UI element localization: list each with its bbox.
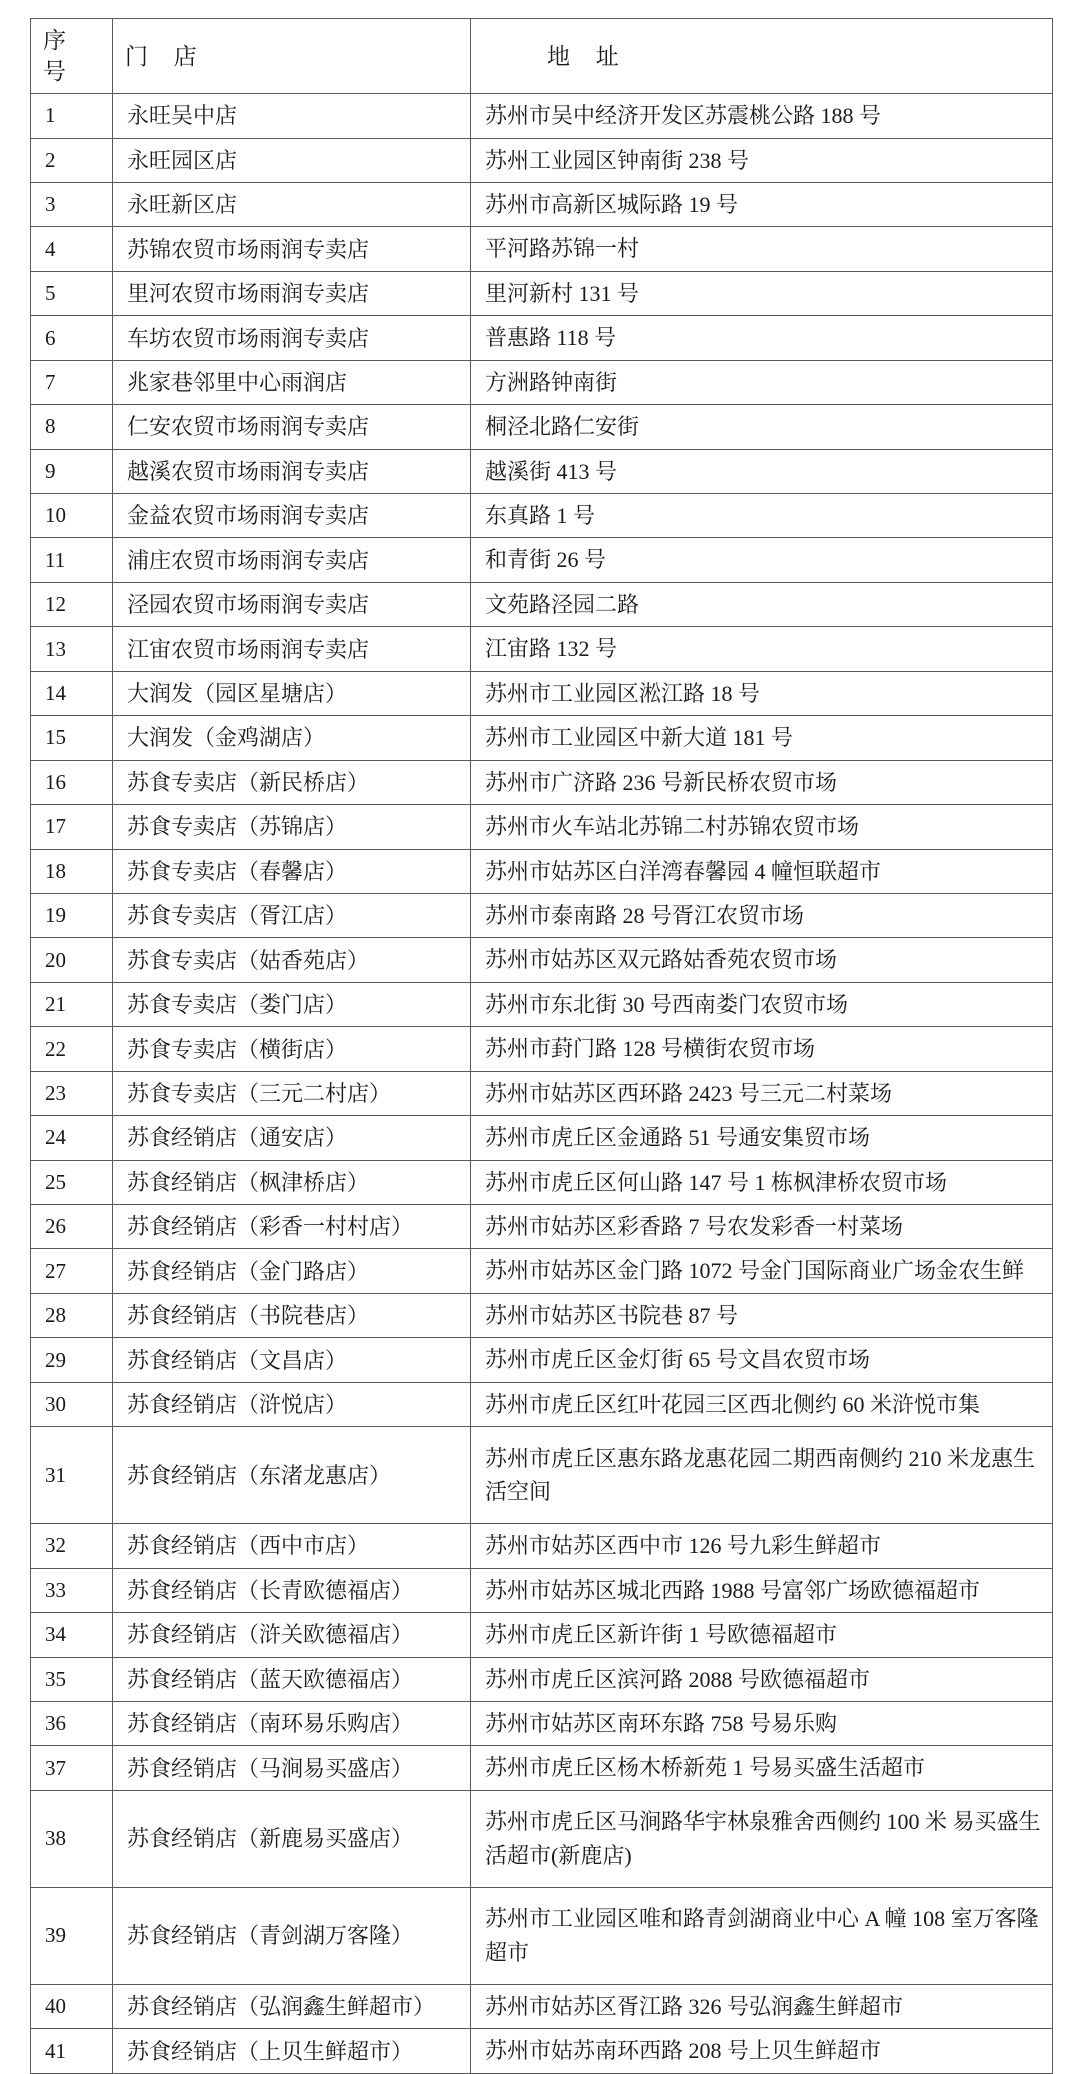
cell-store-name: 苏食经销店（枫津桥店） [113, 1160, 471, 1204]
cell-index: 22 [31, 1027, 113, 1071]
column-header-address [471, 19, 1053, 94]
cell-address-text: 苏州市工业园区淞江路 18 号 [485, 680, 761, 706]
table-row [31, 805, 1053, 849]
cell-index: 29 [31, 1338, 113, 1382]
table-row [31, 405, 1053, 449]
cell-address [471, 1116, 1053, 1160]
cell-index: 4 [31, 227, 113, 271]
column-header-index [31, 19, 113, 94]
cell-address [471, 1160, 1053, 1204]
cell-store-name: 泾园农贸市场雨润专卖店 [113, 582, 471, 626]
cell-index: 20 [31, 938, 113, 982]
cell-address [471, 1524, 1053, 1568]
cell-index: 2 [31, 138, 113, 182]
cell-address-text: 文苑路泾园二路 [485, 591, 640, 617]
cell-index: 31 [31, 1427, 113, 1524]
cell-store-name: 苏食专卖店（胥江店） [113, 893, 471, 937]
cell-index: 1 [31, 94, 113, 138]
cell-address [471, 1427, 1053, 1524]
table-row [31, 227, 1053, 271]
cell-index: 30 [31, 1382, 113, 1426]
cell-address [471, 1746, 1053, 1790]
cell-address-text: 苏州市姑苏南环西路 208 号上贝生鲜超市 [485, 2038, 882, 2064]
cell-address [471, 405, 1053, 449]
cell-store-name: 苏食经销店（东渚龙惠店） [113, 1427, 471, 1524]
cell-index: 33 [31, 1568, 113, 1612]
cell-address [471, 538, 1053, 582]
table-body [31, 94, 1053, 2074]
cell-store-name: 苏食经销店（青剑湖万客隆） [113, 1887, 471, 1984]
cell-store-name: 永旺园区店 [113, 138, 471, 182]
cell-address [471, 1613, 1053, 1657]
cell-index: 17 [31, 805, 113, 849]
cell-index: 12 [31, 582, 113, 626]
cell-address [471, 494, 1053, 538]
cell-address-text: 苏州市工业园区中新大道 181 号 [485, 725, 794, 751]
cell-store-name: 苏食经销店（蓝天欧德福店） [113, 1657, 471, 1701]
cell-index: 10 [31, 494, 113, 538]
cell-address-text: 苏州市广济路 236 号新民桥农贸市场 [485, 769, 838, 795]
cell-address [471, 1887, 1053, 1984]
cell-address [471, 94, 1053, 138]
table-row [31, 1249, 1053, 1293]
cell-index: 16 [31, 760, 113, 804]
cell-store-name: 苏食经销店（书院巷店） [113, 1293, 471, 1337]
cell-index: 3 [31, 182, 113, 226]
cell-address-text: 苏州市高新区城际路 19 号 [485, 191, 739, 217]
cell-address [471, 449, 1053, 493]
cell-store-name: 苏食经销店（通安店） [113, 1116, 471, 1160]
cell-store-name: 苏食经销店（金门路店） [113, 1249, 471, 1293]
cell-index: 5 [31, 271, 113, 315]
cell-store-name: 兆家巷邻里中心雨润店 [113, 360, 471, 404]
cell-address-text: 苏州市姑苏区南环东路 758 号易乐购 [485, 1710, 838, 1736]
cell-store-name: 苏食经销店（弘润鑫生鲜超市） [113, 1984, 471, 2028]
table-row [31, 627, 1053, 671]
cell-store-name: 苏食专卖店（姑香苑店） [113, 938, 471, 982]
cell-address [471, 1293, 1053, 1337]
cell-address-text: 桐泾北路仁安街 [485, 414, 640, 440]
cell-address [471, 938, 1053, 982]
cell-index: 11 [31, 538, 113, 582]
cell-store-name: 苏食专卖店（新民桥店） [113, 760, 471, 804]
cell-store-name: 苏食专卖店（横街店） [113, 1027, 471, 1071]
cell-address-text: 苏州市虎丘区新许街 1 号欧德福超市 [485, 1622, 838, 1648]
cell-index: 36 [31, 1701, 113, 1745]
cell-address [471, 227, 1053, 271]
table-row [31, 1293, 1053, 1337]
table-row [31, 1027, 1053, 1071]
cell-index: 6 [31, 316, 113, 360]
table-row [31, 1338, 1053, 1382]
cell-address-text: 苏州市姑苏区城北西路 1988 号富邻广场欧德福超市 [485, 1577, 981, 1603]
cell-store-name: 苏锦农贸市场雨润专卖店 [113, 227, 471, 271]
table-row [31, 271, 1053, 315]
table-row [31, 1427, 1053, 1524]
cell-index: 37 [31, 1746, 113, 1790]
table-row [31, 938, 1053, 982]
cell-index: 19 [31, 893, 113, 937]
cell-address [471, 671, 1053, 715]
table-row [31, 1657, 1053, 1701]
table-row [31, 1205, 1053, 1249]
cell-store-name: 苏食经销店（浒关欧德福店） [113, 1613, 471, 1657]
cell-index: 9 [31, 449, 113, 493]
cell-address-text: 苏州市东北街 30 号西南娄门农贸市场 [485, 991, 849, 1017]
cell-store-name: 永旺吴中店 [113, 94, 471, 138]
cell-address-text: 苏州市姑苏区书院巷 87 号 [485, 1302, 739, 1328]
cell-address [471, 316, 1053, 360]
cell-address [471, 582, 1053, 626]
cell-address-text: 苏州市姑苏区彩香路 7 号农发彩香一村菜场 [485, 1214, 904, 1240]
cell-address-text: 苏州工业园区钟南街 238 号 [485, 147, 750, 173]
table-row [31, 582, 1053, 626]
cell-address [471, 982, 1053, 1026]
cell-address-text: 里河新村 131 号 [485, 280, 640, 306]
table-header [31, 19, 1053, 94]
cell-store-name: 苏食专卖店（春馨店） [113, 849, 471, 893]
cell-index: 14 [31, 671, 113, 715]
cell-address-text: 苏州市虎丘区金通路 51 号通安集贸市场 [485, 1125, 871, 1151]
cell-address [471, 138, 1053, 182]
cell-address-text: 苏州市吴中经济开发区苏震桃公路 188 号 [485, 103, 882, 129]
table-row [31, 138, 1053, 182]
table-row [31, 494, 1053, 538]
table-row [31, 982, 1053, 1026]
cell-address [471, 760, 1053, 804]
cell-address [471, 1071, 1053, 1115]
cell-address [471, 716, 1053, 760]
table-row [31, 849, 1053, 893]
cell-address [471, 1568, 1053, 1612]
table-row [31, 94, 1053, 138]
cell-address-text: 苏州市姑苏区金门路 1072 号金门国际商业广场金农生鲜 [485, 1258, 1025, 1284]
column-header-store [113, 19, 471, 94]
cell-address [471, 360, 1053, 404]
cell-store-name: 越溪农贸市场雨润专卖店 [113, 449, 471, 493]
cell-store-name: 里河农贸市场雨润专卖店 [113, 271, 471, 315]
cell-address-text: 苏州市火车站北苏锦二村苏锦农贸市场 [485, 814, 860, 840]
cell-address-text: 东真路 1 号 [485, 503, 596, 529]
cell-address-text: 方洲路钟南街 [485, 369, 618, 395]
cell-address-text: 和青街 26 号 [485, 547, 607, 573]
table-row [31, 182, 1053, 226]
cell-address-text: 江宙路 132 号 [485, 636, 618, 662]
cell-address-text: 越溪街 413 号 [485, 458, 618, 484]
cell-index: 13 [31, 627, 113, 671]
cell-index: 39 [31, 1887, 113, 1984]
cell-address-text: 普惠路 118 号 [485, 325, 617, 351]
table-row [31, 1984, 1053, 2028]
cell-index: 23 [31, 1071, 113, 1115]
cell-store-name: 苏食经销店（新鹿易买盛店） [113, 1790, 471, 1887]
column-header-address-label: 地 址 [547, 43, 629, 69]
cell-address [471, 1205, 1053, 1249]
column-header-store-label: 门 店 [125, 43, 207, 69]
cell-address [471, 893, 1053, 937]
cell-store-name: 苏食专卖店（三元二村店） [113, 1071, 471, 1115]
cell-index: 25 [31, 1160, 113, 1204]
cell-address-text: 苏州市姑苏区白洋湾春馨园 4 幢恒联超市 [485, 858, 882, 884]
cell-address-text: 苏州市虎丘区杨木桥新苑 1 号易买盛生活超市 [485, 1755, 926, 1781]
cell-address [471, 182, 1053, 226]
table-row [31, 1887, 1053, 1984]
table-row [31, 1160, 1053, 1204]
table-row [31, 316, 1053, 360]
cell-address [471, 271, 1053, 315]
table-row [31, 760, 1053, 804]
cell-store-name: 苏食经销店（浒悦店） [113, 1382, 471, 1426]
table-row [31, 1701, 1053, 1745]
cell-store-name: 仁安农贸市场雨润专卖店 [113, 405, 471, 449]
cell-index: 8 [31, 405, 113, 449]
cell-store-name: 苏食经销店（彩香一村村店） [113, 1205, 471, 1249]
table-header-row [31, 19, 1053, 94]
table-row [31, 671, 1053, 715]
cell-address [471, 1027, 1053, 1071]
cell-index: 7 [31, 360, 113, 404]
cell-index: 28 [31, 1293, 113, 1337]
cell-address-text: 苏州市虎丘区惠东路龙惠花园二期西南侧约 210 米龙惠生活空间 [485, 1445, 1036, 1505]
cell-address [471, 849, 1053, 893]
cell-address-text: 苏州市虎丘区滨河路 2088 号欧德福超市 [485, 1666, 871, 1692]
cell-address-text: 苏州市葑门路 128 号横街农贸市场 [485, 1036, 816, 1062]
cell-index: 18 [31, 849, 113, 893]
table-row [31, 1116, 1053, 1160]
cell-store-name: 苏食经销店（文昌店） [113, 1338, 471, 1382]
cell-index: 35 [31, 1657, 113, 1701]
cell-address [471, 1790, 1053, 1887]
table-row [31, 360, 1053, 404]
cell-address [471, 1701, 1053, 1745]
cell-address [471, 1249, 1053, 1293]
table-row [31, 1071, 1053, 1115]
cell-index: 40 [31, 1984, 113, 2028]
store-address-table [30, 18, 1053, 2074]
cell-address-text: 苏州市姑苏区西环路 2423 号三元二村菜场 [485, 1080, 893, 1106]
cell-index: 41 [31, 2029, 113, 2073]
table-row [31, 1746, 1053, 1790]
cell-store-name: 苏食专卖店（苏锦店） [113, 805, 471, 849]
cell-address [471, 627, 1053, 671]
cell-store-name: 大润发（金鸡湖店） [113, 716, 471, 760]
table-row [31, 1382, 1053, 1426]
table-row [31, 538, 1053, 582]
cell-store-name: 苏食经销店（南环易乐购店） [113, 1701, 471, 1745]
cell-address-text: 苏州市虎丘区何山路 147 号 1 栋枫津桥农贸市场 [485, 1169, 948, 1195]
cell-index: 24 [31, 1116, 113, 1160]
cell-index: 21 [31, 982, 113, 1026]
cell-index: 38 [31, 1790, 113, 1887]
cell-store-name: 车坊农贸市场雨润专卖店 [113, 316, 471, 360]
cell-address [471, 1657, 1053, 1701]
cell-store-name: 苏食经销店（上贝生鲜超市） [113, 2029, 471, 2073]
cell-store-name: 浦庄农贸市场雨润专卖店 [113, 538, 471, 582]
cell-address-text: 苏州市泰南路 28 号胥江农贸市场 [485, 902, 805, 928]
cell-index: 27 [31, 1249, 113, 1293]
table-row [31, 1524, 1053, 1568]
cell-index: 32 [31, 1524, 113, 1568]
cell-address-text: 苏州市姑苏区西中市 126 号九彩生鲜超市 [485, 1533, 882, 1559]
table-row [31, 1790, 1053, 1887]
cell-index: 15 [31, 716, 113, 760]
cell-address-text: 苏州市姑苏区双元路姑香苑农贸市场 [485, 947, 838, 973]
table-row [31, 2029, 1053, 2073]
cell-store-name: 苏食专卖店（娄门店） [113, 982, 471, 1026]
cell-address-text: 苏州市虎丘区金灯街 65 号文昌农贸市场 [485, 1347, 871, 1373]
cell-address [471, 1984, 1053, 2028]
table-row [31, 1613, 1053, 1657]
cell-address [471, 1382, 1053, 1426]
cell-address-text: 苏州市虎丘区红叶花园三区西北侧约 60 米浒悦市集 [485, 1391, 981, 1417]
table-row [31, 716, 1053, 760]
cell-address [471, 805, 1053, 849]
cell-address-text: 平河路苏锦一村 [485, 236, 640, 262]
cell-store-name: 苏食经销店（马涧易买盛店） [113, 1746, 471, 1790]
cell-store-name: 金益农贸市场雨润专卖店 [113, 494, 471, 538]
cell-address-text: 苏州市工业园区唯和路青剑湖商业中心 A 幢 108 室万客隆超市 [485, 1906, 1039, 1965]
table-row [31, 1568, 1053, 1612]
cell-store-name: 苏食经销店（长青欧德福店） [113, 1568, 471, 1612]
cell-address [471, 2029, 1053, 2073]
cell-store-name: 苏食经销店（西中市店） [113, 1524, 471, 1568]
cell-address-text: 苏州市姑苏区胥江路 326 号弘润鑫生鲜超市 [485, 1993, 904, 2019]
cell-index: 26 [31, 1205, 113, 1249]
cell-address-text: 苏州市虎丘区马涧路华宇林泉雅舍西侧约 100 米 易买盛生活超市(新鹿店) [485, 1809, 1041, 1868]
cell-address [471, 1338, 1053, 1382]
cell-store-name: 江宙农贸市场雨润专卖店 [113, 627, 471, 671]
table-row [31, 449, 1053, 493]
cell-store-name: 永旺新区店 [113, 182, 471, 226]
table-row [31, 893, 1053, 937]
cell-store-name: 大润发（园区星塘店） [113, 671, 471, 715]
column-header-index-label: 序 号 [43, 28, 76, 85]
cell-index: 34 [31, 1613, 113, 1657]
